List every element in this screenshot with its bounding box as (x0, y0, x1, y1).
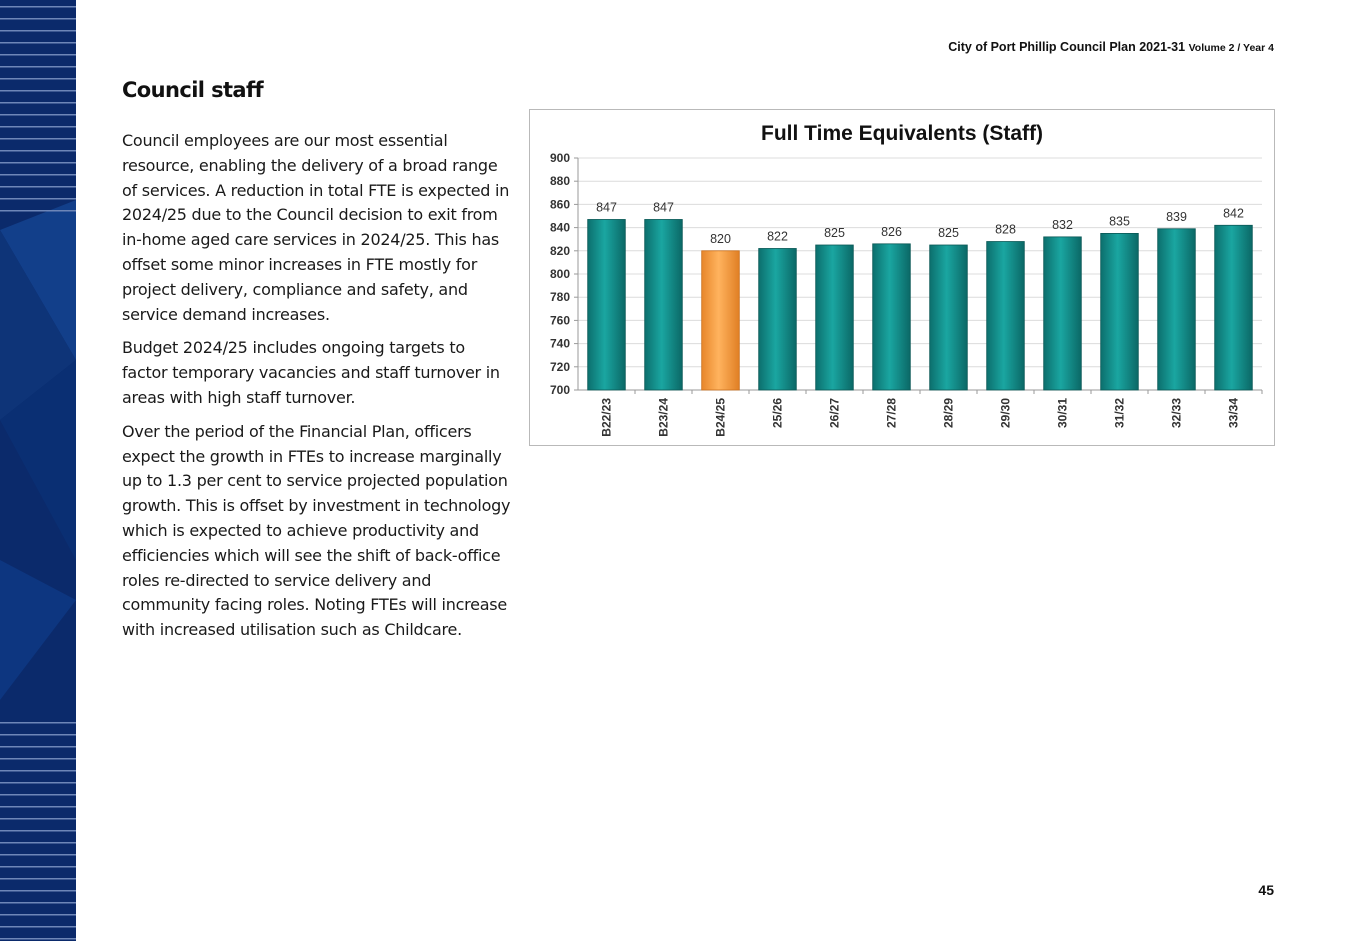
data-label: 847 (596, 200, 617, 215)
y-tick-label: 720 (549, 359, 570, 374)
bar-b22-23 (588, 219, 626, 390)
data-label: 820 (710, 231, 731, 246)
data-label: 825 (824, 226, 845, 240)
bar-27-28 (873, 244, 911, 390)
header-volume: Volume 2 / Year 4 (1188, 42, 1274, 54)
x-tick-label: 27/28 (884, 398, 899, 429)
x-tick-label: B23/24 (656, 398, 671, 437)
y-tick-label: 880 (549, 174, 570, 189)
x-tick-label: 29/30 (998, 398, 1013, 429)
x-tick-label: B22/23 (599, 398, 614, 437)
x-tick-label: 25/26 (770, 398, 785, 429)
chart-title: Full Time Equivalents (Staff) (761, 122, 1043, 145)
sidebar-pattern (0, 0, 76, 941)
header-title: City of Port Phillip Council Plan 2021-31 (948, 40, 1186, 54)
bar-30-31 (1044, 237, 1082, 390)
data-label: 826 (881, 224, 902, 239)
section-heading: Council staff (122, 78, 264, 102)
y-tick-label: 800 (549, 267, 570, 281)
y-tick-label: 780 (549, 290, 570, 305)
data-label: 835 (1109, 214, 1130, 229)
x-tick-label: 31/32 (1112, 398, 1127, 429)
y-tick-label: 900 (549, 151, 570, 165)
decorative-sidebar (0, 0, 76, 941)
data-label: 832 (1052, 217, 1073, 232)
x-tick-label: 30/31 (1055, 398, 1070, 429)
page-number: 45 (1258, 882, 1274, 898)
data-label: 825 (938, 226, 959, 240)
paragraph-2: Budget 2024/25 includes ongoing targets to factor temporary vacancies and staff turnover in areas with high staff turnover. (122, 338, 500, 407)
bar-31-32 (1101, 233, 1139, 390)
bar-32-33 (1158, 229, 1196, 390)
paragraph-1: Council employees are our most essential resource, enabling the delivery of a broad range of services. A reduction in total FTE is expected in 2024/25 due to the Council decision to exit from in-home aged care services in 2024/25. This has offset some minor increases in FTE mostly for project delivery, compliance and safety, and service demand increases. (122, 131, 510, 324)
x-tick-label: B24/25 (713, 398, 728, 437)
bar-28-29 (930, 245, 968, 390)
y-tick-label: 760 (549, 313, 570, 328)
x-tick-label: 33/34 (1226, 398, 1241, 429)
fte-chart-svg (530, 110, 1274, 445)
x-tick-label: 28/29 (941, 398, 956, 429)
x-tick-label: 26/27 (827, 398, 842, 429)
fte-chart (529, 109, 1275, 446)
bar-26-27 (816, 245, 854, 390)
bar-b23-24 (645, 219, 683, 390)
bar-29-30 (987, 242, 1025, 390)
y-tick-label: 840 (549, 220, 570, 235)
y-tick-label: 820 (549, 243, 570, 258)
data-label: 828 (995, 222, 1016, 237)
y-tick-label: 700 (549, 383, 570, 397)
document-header (948, 40, 1274, 54)
data-label: 839 (1166, 209, 1187, 224)
bar-33-34 (1215, 225, 1253, 390)
y-tick-label: 860 (549, 197, 570, 212)
x-tick-label: 32/33 (1169, 398, 1184, 429)
data-label: 822 (767, 229, 788, 244)
y-tick-label: 740 (549, 336, 570, 351)
body-text (122, 129, 514, 652)
bar-25-26 (759, 248, 797, 390)
paragraph-3: Over the period of the Financial Plan, officers expect the growth in FTEs to increase marginally up to 1.3 per cent to service projected population growth. This is offset by investment in technology which is expected to achieve productivity and efficiencies which will see the shift of back-office roles re-directed to service delivery and community facing roles. Noting FTEs will increase with increased utilisation such as Childcare. (122, 421, 511, 640)
data-label: 847 (653, 200, 674, 215)
data-label: 842 (1223, 206, 1244, 221)
bar-b24-25 (702, 251, 740, 390)
